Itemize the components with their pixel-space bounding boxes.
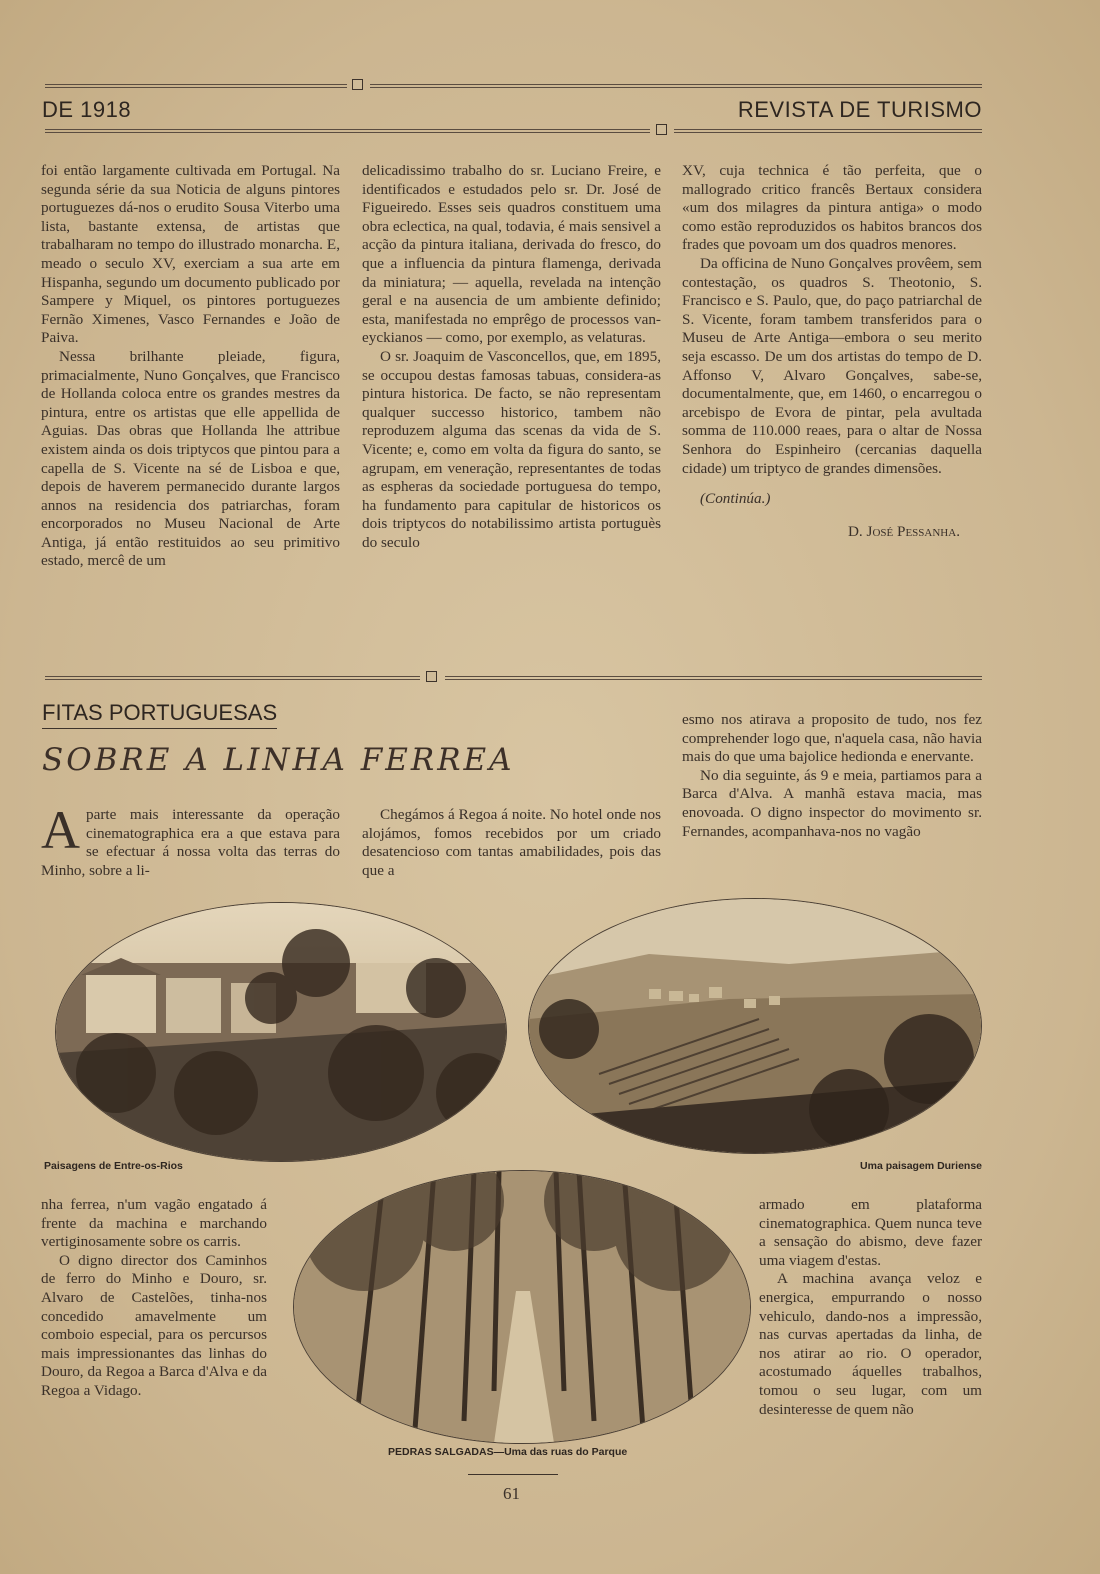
header-magazine-title: REVISTA DE TURISMO xyxy=(737,97,982,122)
top-rule-left xyxy=(45,84,347,88)
paragraph: O digno director dos Caminhos de ferro do Minho e Douro, sr. Alvaro de Castelões, tinha-nos concedido amavelmente um comboio especial, para os percursos mais impressionantes das linhas do Douro, da Regoa a Barca d'Alva e da Regoa a Vidago. xyxy=(41,1251,267,1399)
section-heading: FITAS PORTUGUESAS xyxy=(42,700,277,729)
author-signature: D. José Pessanha. xyxy=(847,522,960,540)
paragraph: Da officina de Nuno Gonçalves provêem, sem contestação, os quadros S. Theotonio, S. Francisco e S. Paulo, que, do paço patriarchal de S. Vicente, foram tambem transferidos para o Museu de Arte Antiga—embora o seu merito seja escasso. De um dos artistas do tempo de D. Affonso V, Alvaro Gonçalves, sabe-se, documentalmente, que, em 1460, o encarregou o arcebispo de Evora de pintar, pela avultada somma de 110.000 reaes, para o altar de Nossa Senhora do Espinheiro (cercanias daquella cidade) um triptyco de grandes dimensões. xyxy=(682,254,982,477)
paragraph: nha ferrea, n'um vagão engatado á frente da machina e marchando vertiginosamente sobre os carris. xyxy=(41,1196,267,1251)
rule-ornament xyxy=(656,124,667,135)
paragraph: parte mais interessante da operação cinematographica era a que estava para se efectuar á nossa volta das terras do Minho, sobre a li- xyxy=(41,806,340,879)
article2-column-3-bottom xyxy=(759,1196,982,1419)
article1-column-3 xyxy=(682,162,982,541)
article1-column-1 xyxy=(41,162,340,571)
article-title: SOBRE A LINHA FERREA xyxy=(42,742,515,778)
photo-paisagem-duriense xyxy=(528,898,982,1154)
drop-cap: A xyxy=(41,800,80,860)
paragraph: XV, cuja technica é tão perfeita, que o mallogrado critico francês Bertaux considera «um dos milagres da pintura antiga» o modo como estão reproduzidos os habitos brancos dos frades que povoam um dos quadros menores. xyxy=(682,162,982,254)
caption-photo-2: Uma paisagem Duriense xyxy=(860,1160,982,1172)
article2-column-1-bottom xyxy=(41,1196,267,1401)
header-rule-left xyxy=(45,129,650,133)
photo-pedras-salgadas xyxy=(293,1170,751,1444)
caption-photo-3: PEDRAS SALGADAS—Uma das ruas do Parque xyxy=(388,1446,628,1458)
landscape-photo-illustration xyxy=(529,899,981,1153)
article2-column-2-top xyxy=(362,806,661,880)
article2-column-1-top xyxy=(41,800,340,880)
page-number: 61 xyxy=(503,1484,520,1503)
top-rule-right xyxy=(370,84,982,88)
paragraph: esmo nos atirava a proposito de tudo, nos fez comprehender logo que, n'aquela casa, não havia mais do que uma bajolice hedionda e enervante. xyxy=(682,711,982,766)
section-rule-left xyxy=(45,676,420,680)
paragraph: armado em plataforma cinematographica. Quem nunca teve a sensação do abismo, deve fazer uma viagem d'estas. xyxy=(759,1196,982,1269)
rule-ornament xyxy=(426,671,437,682)
rule-ornament xyxy=(352,79,363,90)
article2-column-3-top xyxy=(682,711,982,841)
photo-entre-os-rios xyxy=(55,902,507,1162)
caption-photo-1: Paisagens de Entre-os-Rios xyxy=(44,1160,183,1172)
paragraph: A machina avança veloz e energica, empurrando o nosso vehiculo, dando-nos a impressão, nas curvas apertadas da linha, de nos atirar ao rio. O operador, acostumado áquelles trabalhos, tomou o seu lugar, com um desinteresse de quem não xyxy=(759,1270,982,1418)
section-rule-right xyxy=(445,676,982,680)
header-date: DE 1918 xyxy=(42,97,132,122)
paragraph: O sr. Joaquim de Vasconcellos, que, em 1895, se occupou destas famosas tabuas, considera-as pintura historica. De facto, se não representam qualquer successo historico, tambem não reproduzem alguma das scenas da vida de S. Vicente; e, como em volta da figura do santo, se agrupam, em veneração, representantes de todas as espheras da sociedade portuguesa do tempo, ha fundamento para capitular de historicos os dois triptycos do notabilissimo artista portuguès do seculo xyxy=(362,347,661,551)
header-rule-right xyxy=(674,129,982,133)
article1-column-2 xyxy=(362,162,661,552)
landscape-photo-illustration xyxy=(56,903,506,1161)
paragraph: delicadissimo trabalho do sr. Luciano Freire, e identificados e estudados pelo sr. Dr. José de Figueiredo. Esses seis quadros constituem uma obra eclectica, na qual, todavia, é mais sensivel a acção da pintura italiana, derivada do fresco, do que a influencia da pintura flamenga, derivada da miniatura; — aquella, revelada na intenção geral e na ausencia de um ambiente definido; esta, manifestada no emprêgo de processos van-eyckianos — como, por exemplo, as velaturas. xyxy=(362,162,661,347)
continua-note: (Continúa.) xyxy=(700,490,771,508)
page-number-rule xyxy=(468,1474,558,1475)
paragraph: Chegámos á Regoa á noite. No hotel onde nos alojámos, fomos recebidos por um criado desatencioso com tantas amabilidades, pois das que a xyxy=(362,806,661,879)
park-avenue-photo-illustration xyxy=(294,1171,750,1443)
paragraph: foi então largamente cultivada em Portugal. Na segunda série da sua Noticia de alguns pintores portuguezes dá-nos o erudito Sousa Viterbo uma lista, bastante extensa, de artistas que trabalharam no tempo do illustrado monarcha. E, meado o seculo XV, exerciam a sua arte em Hispanha, segundo um documento publicado por Sampere y Miquel, os pintores portuguezes Fernão Ximenes, Vasco Fernandes e João de Paiva. xyxy=(41,162,340,347)
paragraph: Nessa brilhante pleiade, figura, primacialmente, Nuno Gonçalves, que Francisco de Hollanda coloca entre os grandes mestres da pintura, entre os artistas que elle appellida de Aguias. Das obras que Hollanda lhe attribue existem ainda os dois triptycos que pintou para a capella de S. Vicente na sé de Lisboa e que, depois de haverem permanecido durante largos annos na residencia dos patriarchas, foram encorporados no Museu Nacional de Arte Antiga, já então restituidos ao seu primitivo estado, mercê de um xyxy=(41,347,340,570)
paragraph: No dia seguinte, ás 9 e meia, partiamos para a Barca d'Alva. A manhã estava macia, mas enovoada. O digno inspector do movimento sr. Fernandes, acompanhava-nos no vagão xyxy=(682,766,982,840)
